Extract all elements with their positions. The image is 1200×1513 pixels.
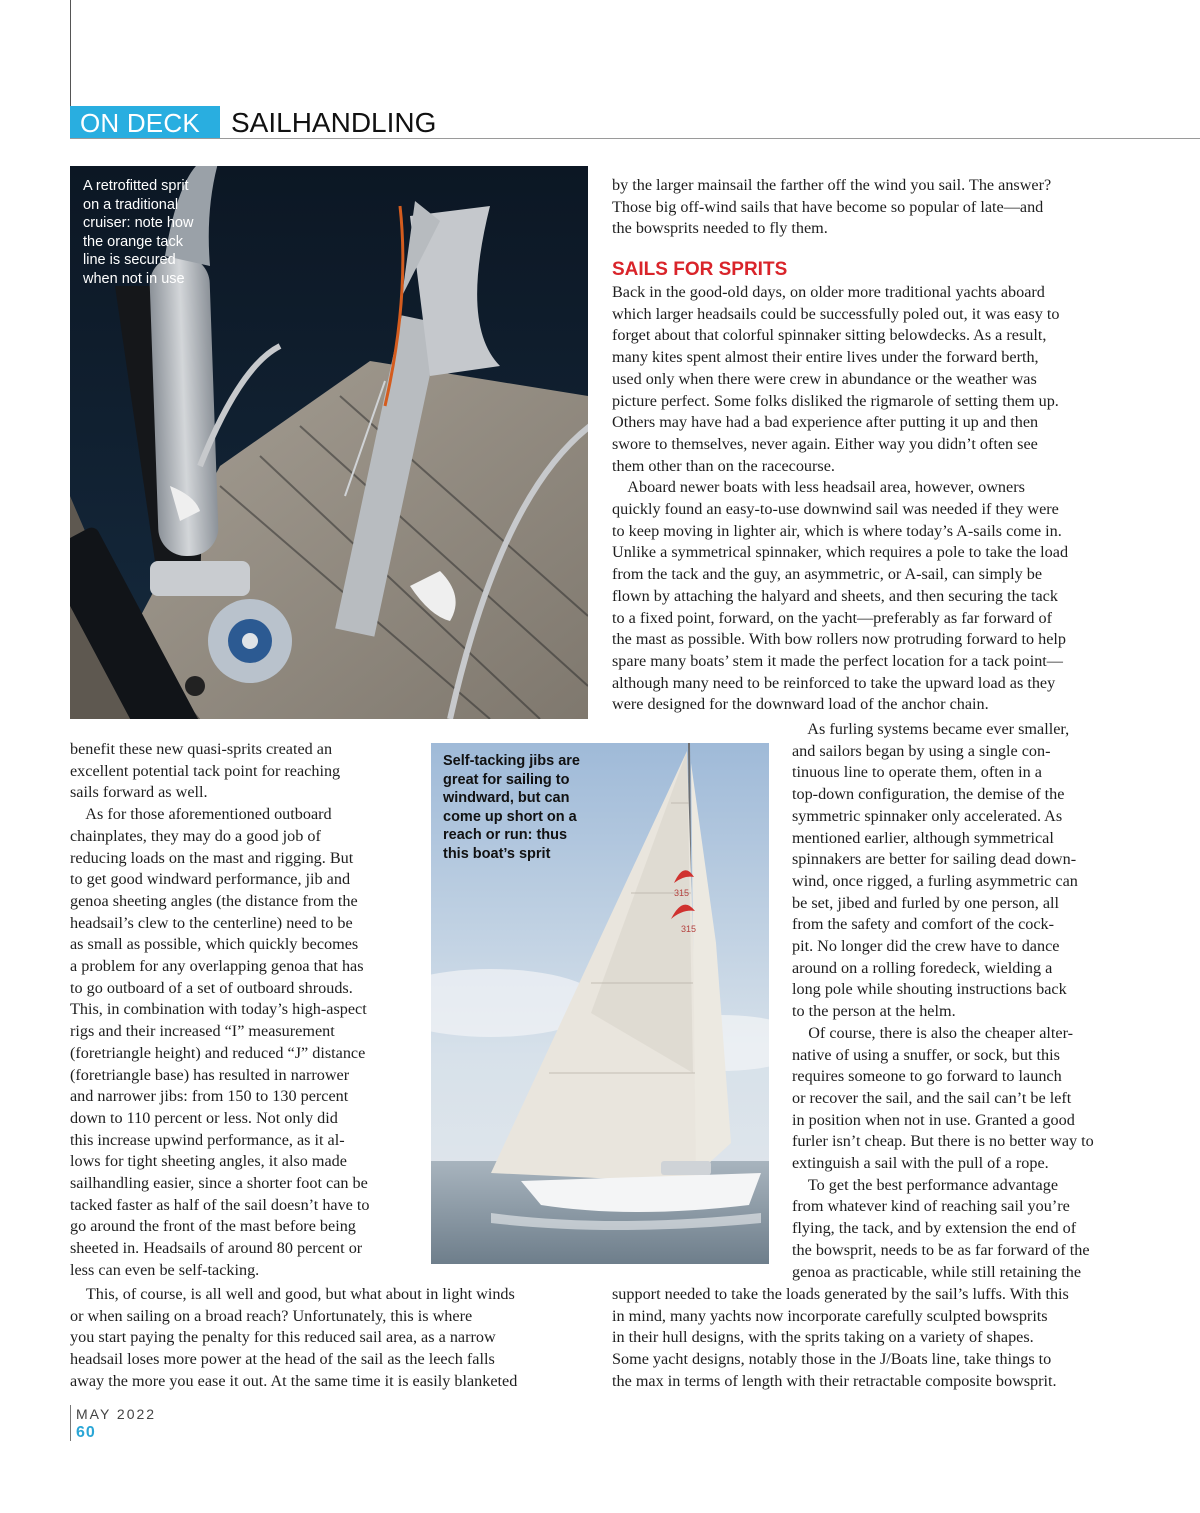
body-middle-right: As furling systems became ever smaller, and sailors began by using a single con- tinuous line to operate them, often in a top-down configuration, the demise of the symmetric spinnaker only accelerated. As mentioned earlier, although symmetrical spinnakers are better for sailing dead down- wind, once rigged, a furling asymmetric can be set, jibed and furled by one person, all from the safety and comfort of the cock- pit. No longer did the crew have to dance around on a rolling foredeck, wielding a long pole while shouting instructions back to the person at the helm. Of course, there is also the cheaper alter- native of using a snuffer, or sock, but this requires someone to go forward to launch or recover the sail, and the sail can’t be left in position when not in use. Granted a good furler isn’t cheap. But there is no better way to extinguish a sail with the pull of a rope. To get the best performance advantage from whatever kind of reaching sail you’re flying, the tack, and by extension the end of the bowsprit, needs to be as far forward of the genoa as practicable, while still retaining the (792, 720, 1094, 1281)
sail-number-upper: 315 (674, 888, 690, 898)
sailboat-photo-caption: Self-tacking jibs are great for sailing to windward, but can come up short on a reach or run: thus this boat’s sprit (443, 753, 580, 862)
folio-rule (70, 1405, 71, 1441)
bowsprit-photo-caption: A retrofitted sprit on a traditional cruiser: note how the orange tack line is secured when not in use (83, 178, 194, 287)
header-vertical-rule (70, 0, 71, 106)
folio-date: MAY 2022 (76, 1406, 157, 1422)
body-right-bottom: support needed to take the loads generated by the sail’s luffs. With this in mind, many yachts now incorporate carefully sculpted bowsprits in their hull designs, with the sprits taking on a variety of shapes. Some yacht designs, notably those in the J/Boats line, take things to the max in terms of length with their retractable composite bowsprit. (612, 1285, 1069, 1390)
header-rule (70, 138, 1200, 139)
page-number: 60 (76, 1424, 96, 1441)
subhead-sails-for-sprits: SAILS FOR SPRITS (612, 259, 788, 280)
section-label: ON DECK (70, 106, 220, 138)
sail-number-lower: 315 (681, 924, 697, 934)
section-topic: SAILHANDLING (231, 107, 437, 138)
body-right-mid: Back in the good-old days, on older more traditional yachts aboard which larger headsails could be successfully poled out, it was easy to forget about that colorful spinnaker sitting belowdecks. As a result, many kites spent almost their entire lives under the forward berth, used only when there were crew in abundance or the weather was picture perfect. Some folks disliked the rigmarole of setting them up. Others may have had a bad experience after putting it up and then swore to themselves, never again. Either way you didn’t often see them other than on the racecourse. Aboard newer boats with less headsail area, however, owners quickly found an easy-to-use downwind sail was needed if they were to keep moving in lighter air, which is where today’s A-sails come in. Unlike a symmetrical spinnaker, which requires a pole to take the load from the tack and the guy, an asymmetric, or A-sail, can simply be flown by attaching the halyard and sheets, and then securing the tack to a fixed point, forward, on the yacht—preferably as far forward of the mast as possible. With bow rollers now protruding forward to help spare many boats’ stem it made the perfect location for a tack point— although many need to be reinforced to take the upward load as they were designed for the downward load of the anchor chain. (612, 283, 1069, 714)
body-left-mid: benefit these new quasi-sprits created an excellent potential tack point for reaching sails forward as well. As for those aforementioned outboard chainplates, they may do a good job of reducing loads on the mast and rigging. But to get good windward performance, jib and genoa sheeting angles (the distance from the headsail’s clew to the centerline) need to be as small as possible, which quickly becomes a problem for any overlapping genoa that has to go outboard of a set of outboard shrouds. This, in combination with today’s high-aspect rigs and their increased “I” measurement (foretriangle height) and reduced “J” distance (foretriangle base) has resulted in narrower and narrower jibs: from 150 to 130 percent down to 110 percent or less. Not only did this increase upwind performance, as it al- lows for tight sheeting angles, it also made sailhandling easier, since a shorter foot can be tacked faster as half of the sail doesn’t have to go around the front of the mast before being sheeted in. Headsails of around 80 percent or less can even be self-tacking. (70, 740, 370, 1279)
body-left-bottom: This, of course, is all well and good, but what about in light winds or when sailing on a broad reach? Unfortunately, this is where you start paying the penalty for this reduced sail area, as a narrow headsail loses more power at the head of the sail as the leech falls away the more you ease it out. At the same time it is easily blanketed (70, 1285, 518, 1390)
body-right-top: by the larger mainsail the farther off the wind you sail. The answer? Those big off-wind sails that have become so popular of late—and the bowsprits needed to fly them. (612, 176, 1052, 238)
